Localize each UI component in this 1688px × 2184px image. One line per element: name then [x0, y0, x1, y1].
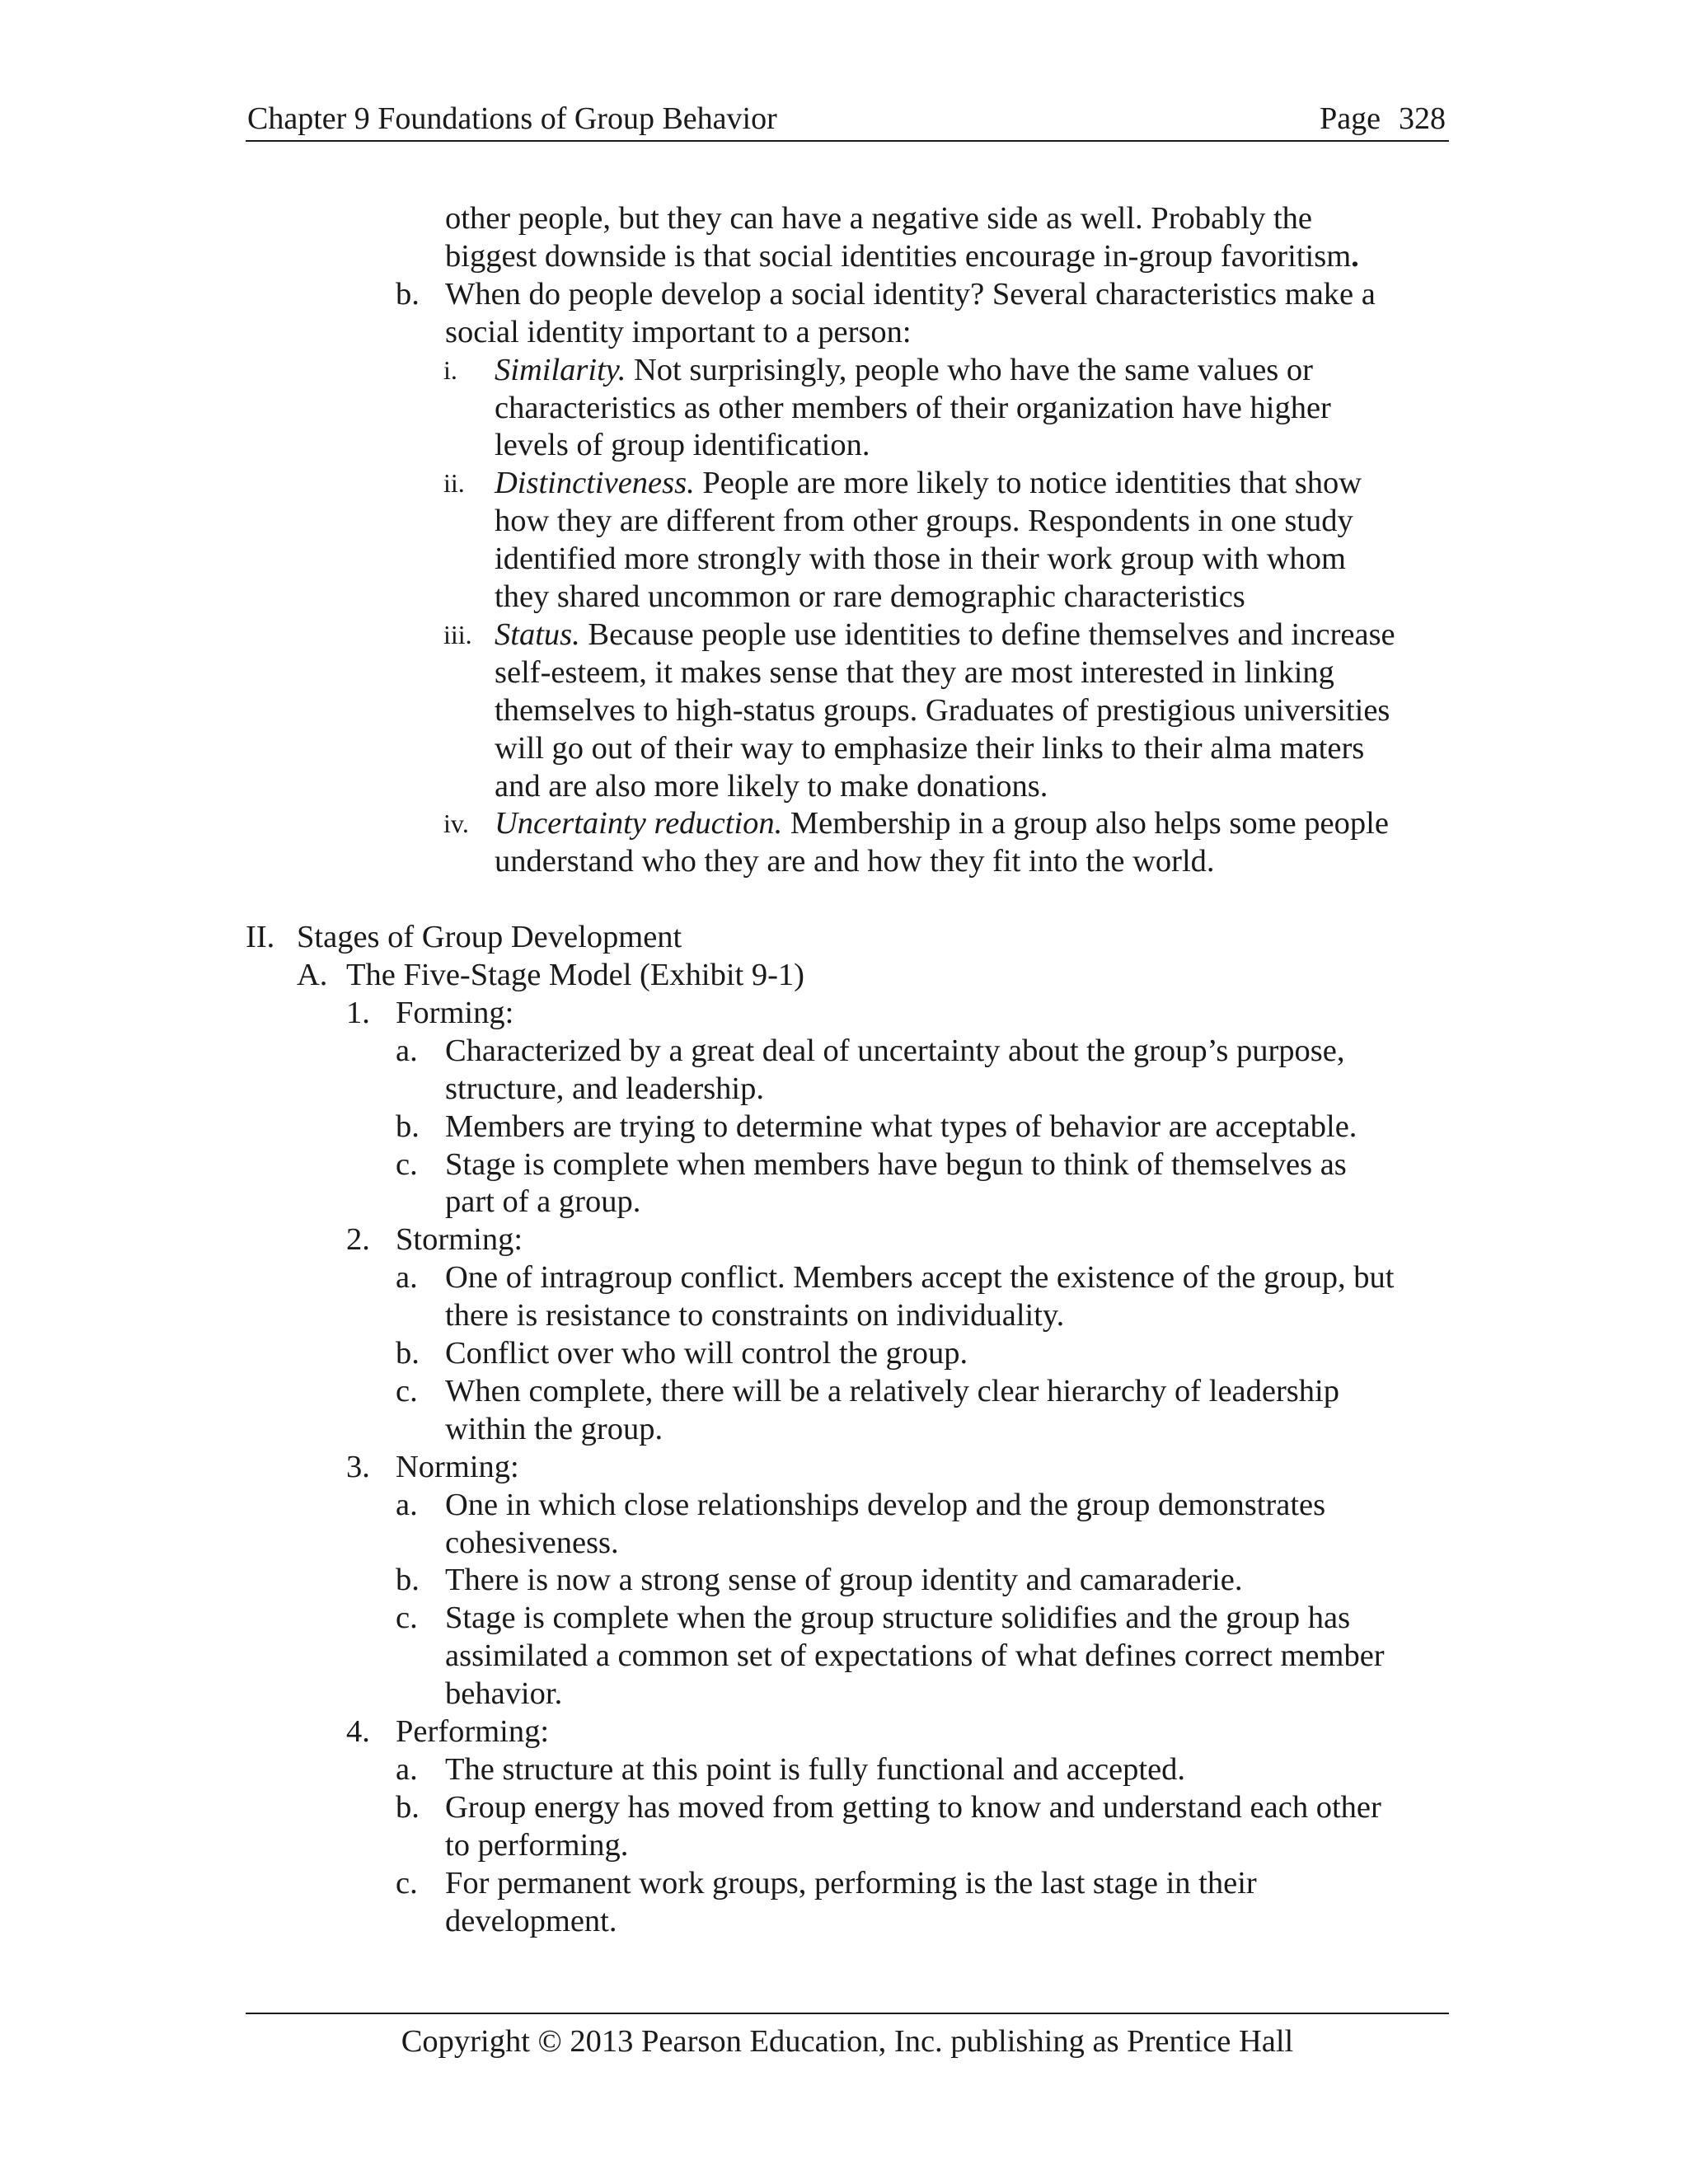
text-segment: understand who they are and how they fit into the world. — [495, 844, 1215, 879]
outline-text — [445, 313, 912, 351]
outline-text — [445, 1108, 1357, 1146]
text-segment: Group energy has moved from getting to know and understand each other — [445, 1789, 1381, 1825]
text-segment: When complete, there will be a relatively clear hierarchy of leadership — [445, 1373, 1339, 1408]
text-segment: identified more strongly with those in their work group with whom — [495, 541, 1346, 577]
text-segment: self-esteem, it makes sense that they are most interested in linking — [495, 654, 1334, 690]
outline-line — [0, 199, 1688, 237]
outline-marker: 1. — [346, 995, 370, 1030]
page-label: Page — [1320, 101, 1381, 136]
outline-text — [495, 729, 1364, 767]
outline-line — [0, 426, 1688, 464]
outline-text — [445, 1637, 1385, 1675]
outline-text — [495, 351, 1313, 389]
term-label: Status. — [495, 616, 580, 652]
outline-line — [0, 1070, 1688, 1108]
outline-text — [495, 426, 870, 464]
outline-text — [445, 1750, 1185, 1788]
outline-marker: b. — [396, 1108, 420, 1144]
outline-line — [0, 237, 1688, 275]
text-segment: other people, but they can have a negative side as well. Probably the — [445, 201, 1312, 236]
outline-line — [0, 1221, 1688, 1258]
outline-text — [445, 1334, 968, 1372]
outline-marker: b. — [396, 1563, 420, 1598]
outline-text — [445, 1032, 1344, 1070]
text-segment: Norming: — [396, 1449, 519, 1484]
outline-text — [445, 1788, 1381, 1826]
text-segment: Stages of Group Development — [297, 920, 682, 955]
outline-text — [495, 616, 1395, 654]
text-segment: The structure at this point is fully functional and accepted. — [445, 1751, 1186, 1787]
outline-line — [0, 1108, 1688, 1146]
outline-line — [0, 502, 1688, 540]
outline-text — [445, 1902, 617, 1940]
outline-line — [0, 918, 1688, 956]
text-segment: behavior. — [445, 1676, 563, 1712]
outline-text — [445, 1296, 1064, 1334]
text-segment: part of a group. — [445, 1184, 641, 1220]
outline-line — [0, 691, 1688, 729]
text-segment: Because people use identities to define themselves and increase — [579, 616, 1395, 652]
outline-line — [0, 1296, 1688, 1334]
text-segment: biggest downside is that social identities encourage in-group favoritism — [445, 238, 1352, 274]
text-segment: Not surprisingly, people who have the same values or — [626, 352, 1313, 387]
outline-line — [0, 1448, 1688, 1486]
text-segment: Characterized by a great deal of uncertainty about the group’s purpose, — [445, 1033, 1345, 1068]
text-segment: Storming: — [396, 1222, 523, 1258]
outline-line — [0, 1410, 1688, 1448]
outline-line — [0, 767, 1688, 805]
page-footer — [246, 2021, 1449, 2062]
chapter-title: Chapter 9 Foundations of Group Behavior — [247, 101, 777, 136]
outline-line — [0, 1675, 1688, 1713]
text-segment: Conflict over who will control the group. — [445, 1336, 968, 1371]
outline-text — [445, 275, 1376, 313]
text-segment: development. — [445, 1903, 617, 1938]
outline-line — [0, 1183, 1688, 1221]
outline-line — [0, 275, 1688, 313]
outline-text — [445, 1372, 1339, 1410]
outline-text — [396, 1448, 519, 1486]
outline-line — [0, 464, 1688, 502]
text-segment: they shared uncommon or rare demographic characteristics — [495, 579, 1245, 614]
text-segment: within the group. — [445, 1411, 663, 1446]
text-segment: characteristics as other members of their organization have higher — [495, 390, 1331, 425]
outline-line — [0, 578, 1688, 616]
outline-marker: a. — [396, 1487, 418, 1522]
outline-line — [0, 1788, 1688, 1826]
outline-marker: b. — [396, 1789, 420, 1825]
outline-text — [495, 502, 1353, 540]
outline-text — [445, 1146, 1347, 1183]
text-segment: and are also more likely to make donations. — [495, 768, 1048, 804]
outline-text — [495, 389, 1331, 427]
outline-line — [0, 1146, 1688, 1183]
outline-line — [0, 1561, 1688, 1599]
outline-text — [495, 578, 1245, 616]
text-segment: Performing: — [396, 1714, 550, 1749]
outline-text — [297, 918, 682, 956]
outline-text — [445, 237, 1359, 275]
outline-line — [0, 994, 1688, 1032]
outline-marker: b. — [396, 1336, 420, 1371]
outline-marker: iv. — [443, 808, 469, 839]
outline-text — [445, 1258, 1394, 1296]
outline-text — [445, 1183, 640, 1221]
outline-line — [0, 1486, 1688, 1524]
text-segment: assimilated a common set of expectations of what defines correct member — [445, 1638, 1385, 1674]
outline-line — [0, 1750, 1688, 1788]
text-segment: For permanent work groups, performing is the last stage in their — [445, 1865, 1257, 1900]
outline-text — [495, 767, 1048, 805]
outline-marker: i. — [443, 354, 457, 385]
outline-line — [0, 956, 1688, 994]
outline-marker: a. — [396, 1751, 418, 1787]
outline-text — [445, 1599, 1350, 1637]
outline-marker: 3. — [346, 1449, 370, 1484]
text-segment: Forming: — [396, 995, 514, 1030]
outline-line — [0, 842, 1688, 880]
outline-marker: II. — [246, 920, 275, 955]
outline-text — [495, 804, 1389, 842]
outline-text — [495, 464, 1362, 502]
text-segment: One in which close relationships develop and the group demonstrates — [445, 1487, 1326, 1522]
text-segment: One of intragroup conflict. Members accept the existence of the group, but — [445, 1260, 1395, 1296]
outline-line — [0, 1826, 1688, 1864]
outline-line — [0, 1637, 1688, 1675]
blank-line — [0, 880, 1688, 918]
page-number: 328 — [1399, 101, 1446, 136]
outline-line — [0, 540, 1688, 578]
term-label: Similarity. — [495, 352, 626, 387]
outline-marker: iii. — [443, 619, 472, 649]
text-segment: cohesiveness. — [445, 1525, 619, 1560]
text-segment: will go out of their way to emphasize their links to their alma maters — [495, 730, 1365, 766]
term-label: Distinctiveness. — [495, 466, 695, 501]
outline-marker: a. — [396, 1260, 418, 1296]
text-segment: People are more likely to notice identities that show — [694, 466, 1362, 501]
outline-line — [0, 1864, 1688, 1902]
outline-line — [0, 1334, 1688, 1372]
outline-line — [0, 804, 1688, 842]
outline-line — [0, 313, 1688, 351]
text-segment: how they are different from other groups. Respondents in one study — [495, 504, 1353, 539]
outline-line — [0, 1524, 1688, 1562]
text-segment: Stage is complete when members have begun to think of themselves as — [445, 1146, 1347, 1182]
outline-marker: c. — [396, 1146, 418, 1182]
text-segment: structure, and leadership. — [445, 1071, 764, 1106]
text-segment: to performing. — [445, 1827, 629, 1863]
text-segment: Membership in a group also helps some people — [782, 806, 1389, 841]
outline-line — [0, 1902, 1688, 1940]
outline-text — [396, 994, 513, 1032]
outline-text — [445, 1070, 764, 1108]
outline-line — [0, 616, 1688, 654]
outline-text — [445, 1826, 628, 1864]
outline-marker: c. — [396, 1865, 418, 1900]
outline-marker: c. — [396, 1373, 418, 1408]
outline-marker: 2. — [346, 1222, 370, 1258]
outline-text — [346, 956, 804, 994]
outline-text — [445, 1524, 619, 1562]
page-header — [246, 97, 1449, 142]
term-label: Uncertainty reduction. — [495, 806, 783, 841]
outline-text — [445, 1675, 562, 1713]
text-segment: There is now a strong sense of group identity and camaraderie. — [445, 1563, 1243, 1598]
outline-marker: ii. — [443, 468, 465, 499]
outline-marker: c. — [396, 1601, 418, 1636]
outline-line — [0, 1713, 1688, 1750]
outline-text — [445, 1561, 1243, 1599]
text-segment: When do people develop a social identity? Several characteristics make a — [445, 276, 1376, 312]
page-indicator — [1320, 97, 1446, 140]
outline-text — [396, 1713, 549, 1750]
outline-marker: 4. — [346, 1714, 370, 1749]
text-segment: levels of group identification. — [495, 428, 870, 463]
outline-text — [495, 691, 1390, 729]
outline-text — [495, 540, 1346, 578]
outline-line — [0, 1599, 1688, 1637]
footer-rule — [246, 2013, 1449, 2014]
text-segment: there is resistance to constraints on individuality. — [445, 1298, 1065, 1333]
outline-line — [0, 389, 1688, 427]
text-segment: Stage is complete when the group structure solidifies and the group has — [445, 1601, 1351, 1636]
outline-marker: a. — [396, 1033, 418, 1068]
outline-text — [495, 654, 1334, 691]
outline-text — [445, 1486, 1325, 1524]
outline-line — [0, 729, 1688, 767]
outline-text — [445, 199, 1312, 237]
outline-line — [0, 1032, 1688, 1070]
outline-text — [445, 1410, 663, 1448]
text-segment: social identity important to a person: — [445, 314, 912, 349]
outline-line — [0, 654, 1688, 691]
text-segment: The Five-Stage Model (Exhibit 9-1) — [346, 958, 804, 992]
outline-line — [0, 1258, 1688, 1296]
outline-marker: A. — [297, 958, 328, 992]
text-segment: . — [1351, 238, 1359, 274]
text-segment: themselves to high-status groups. Graduates of prestigious universities — [495, 692, 1390, 728]
outline-line — [0, 351, 1688, 389]
outline-line — [0, 1372, 1688, 1410]
text-segment: Members are trying to determine what types of behavior are acceptable. — [445, 1108, 1357, 1144]
outline-text — [495, 842, 1215, 880]
outline-text — [445, 1864, 1257, 1902]
copyright-notice: Copyright © 2013 Pearson Education, Inc. publishing as Prentice Hall — [401, 2024, 1294, 2059]
outline-marker: b. — [396, 276, 420, 312]
outline-text — [396, 1221, 523, 1258]
